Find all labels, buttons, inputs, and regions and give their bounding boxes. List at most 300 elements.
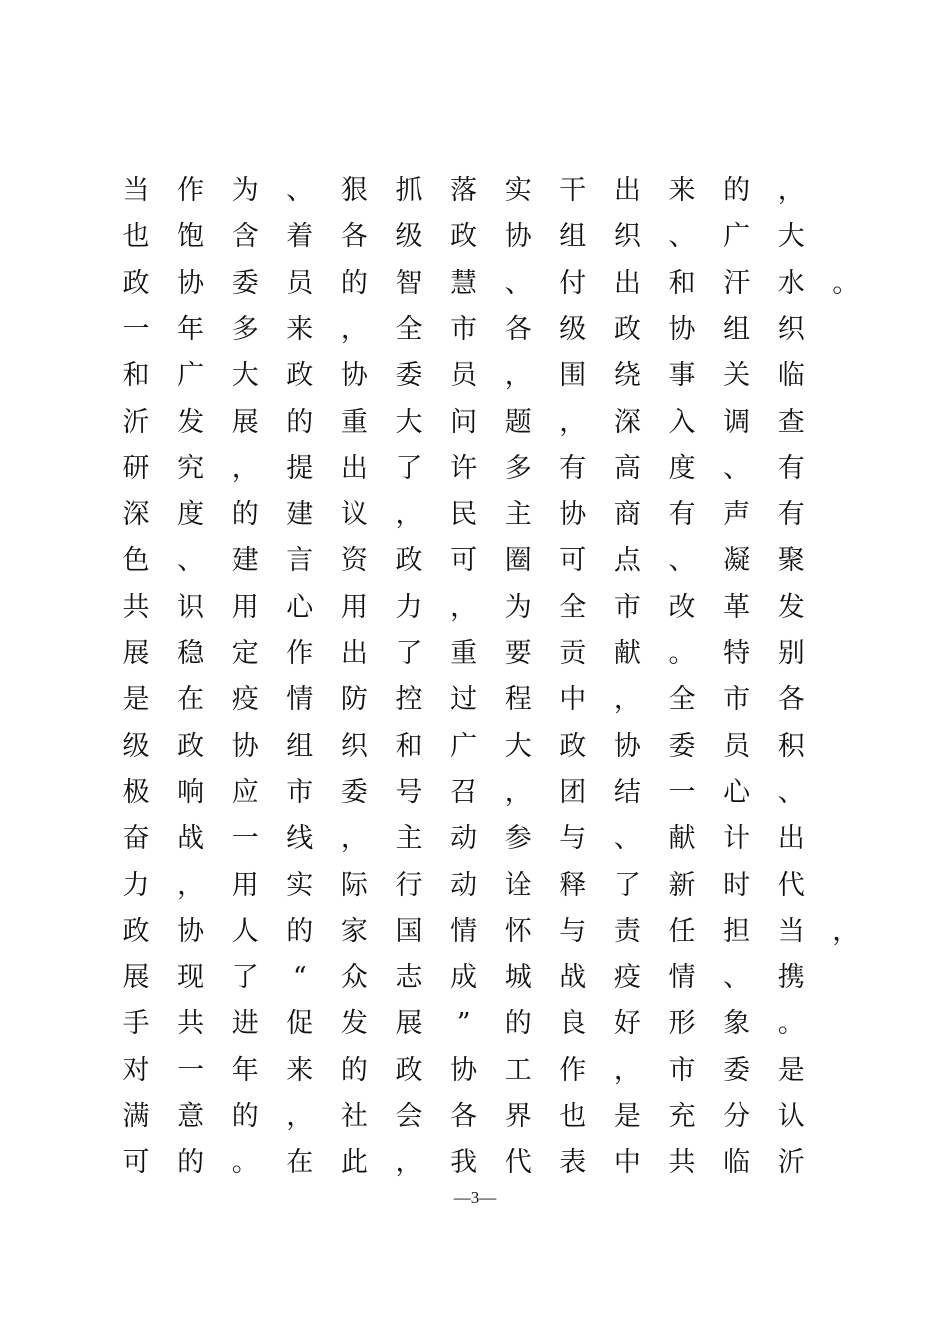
- text-char: 深: [122, 499, 150, 531]
- text-char: 言: [286, 545, 314, 577]
- text-char: 可: [559, 545, 587, 577]
- text-char: 提: [286, 452, 314, 484]
- text-char: 当: [777, 915, 805, 947]
- text-line: [0, 538, 950, 584]
- text-char: 员: [286, 267, 314, 299]
- text-char: 聚: [777, 545, 805, 577]
- text-char: 现: [177, 962, 205, 994]
- text-line: [0, 955, 950, 1001]
- text-char: 协: [231, 730, 259, 762]
- text-char: 极: [122, 776, 150, 808]
- text-char: 定: [231, 638, 259, 669]
- text-char: 际: [340, 869, 368, 901]
- text-char: 共: [122, 591, 150, 623]
- text-char: 用: [340, 591, 368, 623]
- text-char: 委: [668, 730, 696, 762]
- text-char: 防: [340, 684, 368, 716]
- text-char: 也: [559, 1101, 587, 1132]
- text-char: 组: [723, 313, 751, 345]
- text-char: 汗: [723, 267, 751, 299]
- text-char: 众: [340, 962, 368, 994]
- text-char: 。: [668, 638, 696, 669]
- text-char: 事: [668, 360, 696, 392]
- text-char: 会: [395, 1101, 423, 1132]
- text-char: 成: [450, 962, 478, 994]
- text-char: 议: [340, 499, 368, 531]
- text-char: 了: [613, 869, 641, 901]
- text-char: 共: [177, 1008, 205, 1040]
- text-char: 发: [177, 406, 205, 438]
- text-char: 为: [504, 591, 532, 623]
- text-char: 有: [777, 499, 805, 531]
- text-char: 大: [504, 730, 532, 762]
- text-char: 着: [286, 221, 314, 253]
- text-char: 协: [559, 499, 587, 531]
- text-char: 。: [832, 267, 860, 299]
- text-char: 心: [723, 776, 751, 808]
- text-char: 查: [777, 406, 805, 438]
- text-char: 为: [231, 175, 259, 206]
- text-char: 革: [723, 591, 751, 623]
- text-char: 各: [340, 221, 368, 253]
- text-char: 政: [122, 267, 150, 299]
- text-char: 担: [723, 915, 751, 947]
- text-char: 市: [613, 591, 641, 623]
- text-char: 政: [122, 915, 150, 947]
- text-char: 动: [450, 869, 478, 901]
- text-line: [0, 446, 950, 492]
- text-char: 级: [395, 221, 423, 253]
- text-char: 号: [395, 776, 423, 808]
- text-char: 计: [723, 823, 751, 855]
- text-char: 程: [504, 684, 532, 716]
- text-char: ，: [177, 869, 205, 901]
- text-char: 出: [340, 452, 368, 484]
- text-char: 一: [177, 1054, 205, 1086]
- text-char: 来: [286, 1054, 314, 1086]
- text-char: 出: [613, 175, 641, 206]
- text-char: 有: [559, 452, 587, 484]
- text-char: 入: [668, 406, 696, 438]
- text-char: 委: [340, 776, 368, 808]
- text-char: 要: [504, 638, 532, 669]
- text-char: 、: [668, 221, 696, 253]
- text-char: 凝: [723, 545, 751, 577]
- text-char: 多: [231, 313, 259, 345]
- text-char: ，: [340, 823, 368, 855]
- text-char: 织: [777, 313, 805, 345]
- text-char: 、: [723, 452, 751, 484]
- text-char: 协: [177, 915, 205, 947]
- text-line: [0, 1094, 950, 1140]
- text-char: 建: [286, 499, 314, 531]
- text-char: ，: [613, 1054, 641, 1086]
- text-line: [0, 261, 950, 307]
- text-char: ，: [286, 1101, 314, 1132]
- text-char: 释: [559, 869, 587, 901]
- text-char: 临: [777, 360, 805, 392]
- text-char: 主: [395, 823, 423, 855]
- text-char: 狠: [340, 175, 368, 206]
- text-char: 市: [450, 313, 478, 345]
- text-line: [0, 307, 950, 353]
- text-char: 一: [668, 776, 696, 808]
- text-line: [0, 353, 950, 399]
- text-line: [0, 400, 950, 446]
- text-char: 此: [340, 1147, 368, 1179]
- text-char: 用: [231, 869, 259, 901]
- text-char: 进: [231, 1008, 259, 1040]
- text-char: 表: [559, 1147, 587, 1179]
- text-char: 临: [723, 1147, 751, 1179]
- text-line: [0, 168, 950, 214]
- text-char: ，: [340, 313, 368, 345]
- text-line: [0, 816, 950, 862]
- text-char: 围: [559, 360, 587, 392]
- text-char: 特: [723, 638, 751, 669]
- text-char: 好: [613, 1008, 641, 1040]
- text-char: 协: [177, 267, 205, 299]
- text-char: 展: [231, 406, 259, 438]
- text-char: 良: [559, 1008, 587, 1040]
- page-number: —3—: [453, 1188, 497, 1207]
- text-line: [0, 677, 950, 723]
- text-char: 认: [777, 1101, 805, 1132]
- text-char: 的: [340, 267, 368, 299]
- text-char: 展: [122, 638, 150, 669]
- text-char: 协: [340, 360, 368, 392]
- text-char: 级: [559, 313, 587, 345]
- text-char: 责: [613, 915, 641, 947]
- text-char: 工: [504, 1054, 532, 1086]
- text-char: 城: [504, 962, 532, 994]
- text-char: 全: [559, 591, 587, 623]
- text-char: 动: [450, 823, 478, 855]
- text-char: 、: [286, 175, 314, 206]
- text-char: 实: [504, 175, 532, 206]
- text-char: 结: [613, 776, 641, 808]
- text-char: 促: [286, 1008, 314, 1040]
- text-char: 市: [286, 776, 314, 808]
- text-char: 究: [177, 452, 205, 484]
- text-char: 的: [340, 1054, 368, 1086]
- text-char: 年: [231, 1054, 259, 1086]
- text-char: 的: [231, 499, 259, 531]
- text-line: [0, 631, 950, 677]
- text-char: 识: [177, 591, 205, 623]
- text-char: 市: [668, 1054, 696, 1086]
- text-char: 与: [559, 823, 587, 855]
- text-char: 、: [668, 545, 696, 577]
- text-char: 员: [723, 730, 751, 762]
- text-line: [0, 770, 950, 816]
- text-char: 商: [613, 499, 641, 531]
- text-char: 、: [177, 545, 205, 577]
- text-char: 满: [122, 1101, 150, 1132]
- text-char: 在: [177, 684, 205, 716]
- text-char: 发: [340, 1008, 368, 1040]
- text-char: 新: [668, 869, 696, 901]
- text-char: ”: [456, 1008, 471, 1040]
- text-char: 团: [559, 776, 587, 808]
- text-char: 各: [450, 1101, 478, 1132]
- text-char: 控: [395, 684, 423, 716]
- text-char: 广: [723, 221, 751, 253]
- text-char: 来: [286, 313, 314, 345]
- text-char: 题: [504, 406, 532, 438]
- text-char: 也: [122, 221, 150, 253]
- text-char: 协: [504, 221, 532, 253]
- text-char: 一: [231, 823, 259, 855]
- text-char: 情: [286, 684, 314, 716]
- text-char: 过: [450, 684, 478, 716]
- text-char: 心: [286, 591, 314, 623]
- text-char: 参: [504, 823, 532, 855]
- text-char: “: [292, 962, 307, 994]
- text-char: 政: [177, 730, 205, 762]
- text-char: 重: [450, 638, 478, 669]
- text-char: 改: [668, 591, 696, 623]
- text-char: 了: [395, 452, 423, 484]
- text-char: 问: [450, 406, 478, 438]
- text-char: 含: [231, 221, 259, 253]
- text-char: 分: [723, 1101, 751, 1132]
- text-char: 当: [122, 175, 150, 206]
- text-char: 协: [450, 1054, 478, 1086]
- text-char: 来: [668, 175, 696, 206]
- text-char: ，: [613, 684, 641, 716]
- text-char: 实: [286, 869, 314, 901]
- text-char: 协: [668, 313, 696, 345]
- text-char: 献: [668, 823, 696, 855]
- text-char: 的: [723, 175, 751, 206]
- text-char: 组: [559, 221, 587, 253]
- text-char: 、: [504, 267, 532, 299]
- text-char: 市: [723, 684, 751, 716]
- text-char: 意: [177, 1101, 205, 1132]
- text-char: 形: [668, 1008, 696, 1040]
- text-char: 各: [777, 684, 805, 716]
- text-char: 充: [668, 1101, 696, 1132]
- text-char: 点: [613, 545, 641, 577]
- text-char: 民: [450, 499, 478, 531]
- text-line: [0, 909, 950, 955]
- text-char: 携: [777, 962, 805, 994]
- text-char: 可: [450, 545, 478, 577]
- text-char: ，: [777, 175, 805, 206]
- text-char: 展: [395, 1008, 423, 1040]
- text-char: 出: [613, 267, 641, 299]
- text-char: 深: [613, 406, 641, 438]
- text-char: 员: [450, 360, 478, 392]
- text-char: 奋: [122, 823, 150, 855]
- text-char: 干: [559, 175, 587, 206]
- text-char: 展: [122, 962, 150, 994]
- text-char: 慧: [450, 267, 478, 299]
- text-char: 协: [613, 730, 641, 762]
- text-char: 。: [231, 1147, 259, 1179]
- text-char: 家: [340, 915, 368, 947]
- text-char: ，: [450, 591, 478, 623]
- text-char: 。: [777, 1008, 805, 1040]
- text-char: 度: [177, 499, 205, 531]
- text-char: 力: [395, 591, 423, 623]
- text-char: ，: [231, 452, 259, 484]
- text-char: 是: [777, 1054, 805, 1086]
- text-char: 对: [122, 1054, 150, 1086]
- text-char: 的: [286, 915, 314, 947]
- text-char: 行: [395, 869, 423, 901]
- text-char: 战: [559, 962, 587, 994]
- text-char: 了: [231, 962, 259, 994]
- text-char: 建: [231, 545, 259, 577]
- text-char: 的: [231, 1101, 259, 1132]
- text-char: 手: [122, 1008, 150, 1040]
- text-char: 疫: [613, 962, 641, 994]
- text-char: 界: [504, 1101, 532, 1132]
- text-char: 稳: [177, 638, 205, 669]
- text-char: ，: [395, 499, 423, 531]
- text-char: 圈: [504, 545, 532, 577]
- text-char: 组: [286, 730, 314, 762]
- text-char: 贡: [559, 638, 587, 669]
- text-char: 了: [395, 638, 423, 669]
- text-char: 许: [450, 452, 478, 484]
- text-char: 重: [340, 406, 368, 438]
- text-char: 关: [723, 360, 751, 392]
- text-char: 色: [122, 545, 150, 577]
- text-char: 与: [559, 915, 587, 947]
- text-char: 广: [177, 360, 205, 392]
- text-char: 大: [395, 406, 423, 438]
- text-char: 出: [777, 823, 805, 855]
- text-char: 委: [723, 1054, 751, 1086]
- text-char: 织: [340, 730, 368, 762]
- text-char: 疫: [231, 684, 259, 716]
- text-char: 一: [122, 313, 150, 345]
- text-line: [0, 492, 950, 538]
- text-char: 调: [723, 406, 751, 438]
- text-line: [0, 585, 950, 631]
- text-char: 任: [668, 915, 696, 947]
- text-char: 献: [613, 638, 641, 669]
- text-char: 织: [613, 221, 641, 253]
- text-char: 级: [122, 730, 150, 762]
- text-char: 度: [668, 452, 696, 484]
- text-char: 是: [122, 684, 150, 716]
- text-char: 社: [340, 1101, 368, 1132]
- text-char: 出: [340, 638, 368, 669]
- text-char: 主: [504, 499, 532, 531]
- text-char: 的: [177, 1147, 205, 1179]
- text-char: 和: [395, 730, 423, 762]
- text-char: 怀: [504, 915, 532, 947]
- text-char: 我: [450, 1147, 478, 1179]
- text-char: 委: [395, 360, 423, 392]
- text-char: 有: [777, 452, 805, 484]
- text-char: 诠: [504, 869, 532, 901]
- text-line: [0, 214, 950, 260]
- text-char: ，: [504, 776, 532, 808]
- text-char: 时: [723, 869, 751, 901]
- text-char: 中: [559, 684, 587, 716]
- text-char: 政: [395, 1054, 423, 1086]
- text-char: 广: [450, 730, 478, 762]
- text-char: 抓: [395, 175, 423, 206]
- text-char: ，: [832, 915, 860, 947]
- text-char: 饱: [177, 221, 205, 253]
- text-char: 线: [286, 823, 314, 855]
- text-char: 资: [340, 545, 368, 577]
- text-char: 用: [231, 591, 259, 623]
- text-char: 各: [504, 313, 532, 345]
- text-char: 多: [504, 452, 532, 484]
- text-char: 全: [668, 684, 696, 716]
- text-char: 作: [177, 175, 205, 206]
- text-char: 积: [777, 730, 805, 762]
- text-char: 在: [286, 1147, 314, 1179]
- text-char: 的: [286, 406, 314, 438]
- text-char: 、: [777, 776, 805, 808]
- text-char: 和: [122, 360, 150, 392]
- text-char: 高: [613, 452, 641, 484]
- text-char: 委: [231, 267, 259, 299]
- text-char: 响: [177, 776, 205, 808]
- text-char: 大: [777, 221, 805, 253]
- text-char: 、: [613, 823, 641, 855]
- text-char: 政: [450, 221, 478, 253]
- text-char: 付: [559, 267, 587, 299]
- text-char: 绕: [613, 360, 641, 392]
- text-char: 力: [122, 869, 150, 901]
- text-char: 落: [450, 175, 478, 206]
- text-line: [0, 724, 950, 770]
- text-char: 政: [286, 360, 314, 392]
- text-char: 作: [286, 638, 314, 669]
- text-char: 召: [450, 776, 478, 808]
- text-char: 年: [177, 313, 205, 345]
- text-line: [0, 863, 950, 909]
- text-line: [0, 1048, 950, 1094]
- text-char: 代: [777, 869, 805, 901]
- text-char: 研: [122, 452, 150, 484]
- text-char: 可: [122, 1147, 150, 1179]
- text-char: 情: [668, 962, 696, 994]
- text-char: 和: [668, 267, 696, 299]
- text-char: 志: [395, 962, 423, 994]
- text-char: 情: [450, 915, 478, 947]
- text-char: 发: [777, 591, 805, 623]
- text-char: 中: [613, 1147, 641, 1179]
- text-char: 大: [231, 360, 259, 392]
- text-char: 、: [723, 962, 751, 994]
- text-char: ，: [395, 1147, 423, 1179]
- text-char: 声: [723, 499, 751, 531]
- text-char: ，: [504, 360, 532, 392]
- text-char: 人: [231, 915, 259, 947]
- text-char: 政: [559, 730, 587, 762]
- text-char: 国: [395, 915, 423, 947]
- text-line: [0, 1140, 950, 1186]
- text-char: 作: [559, 1054, 587, 1086]
- text-char: 共: [668, 1147, 696, 1179]
- text-char: 政: [395, 545, 423, 577]
- text-char: 象: [723, 1008, 751, 1040]
- text-char: 沂: [122, 406, 150, 438]
- text-char: 有: [668, 499, 696, 531]
- text-char: 全: [395, 313, 423, 345]
- text-char: 代: [504, 1147, 532, 1179]
